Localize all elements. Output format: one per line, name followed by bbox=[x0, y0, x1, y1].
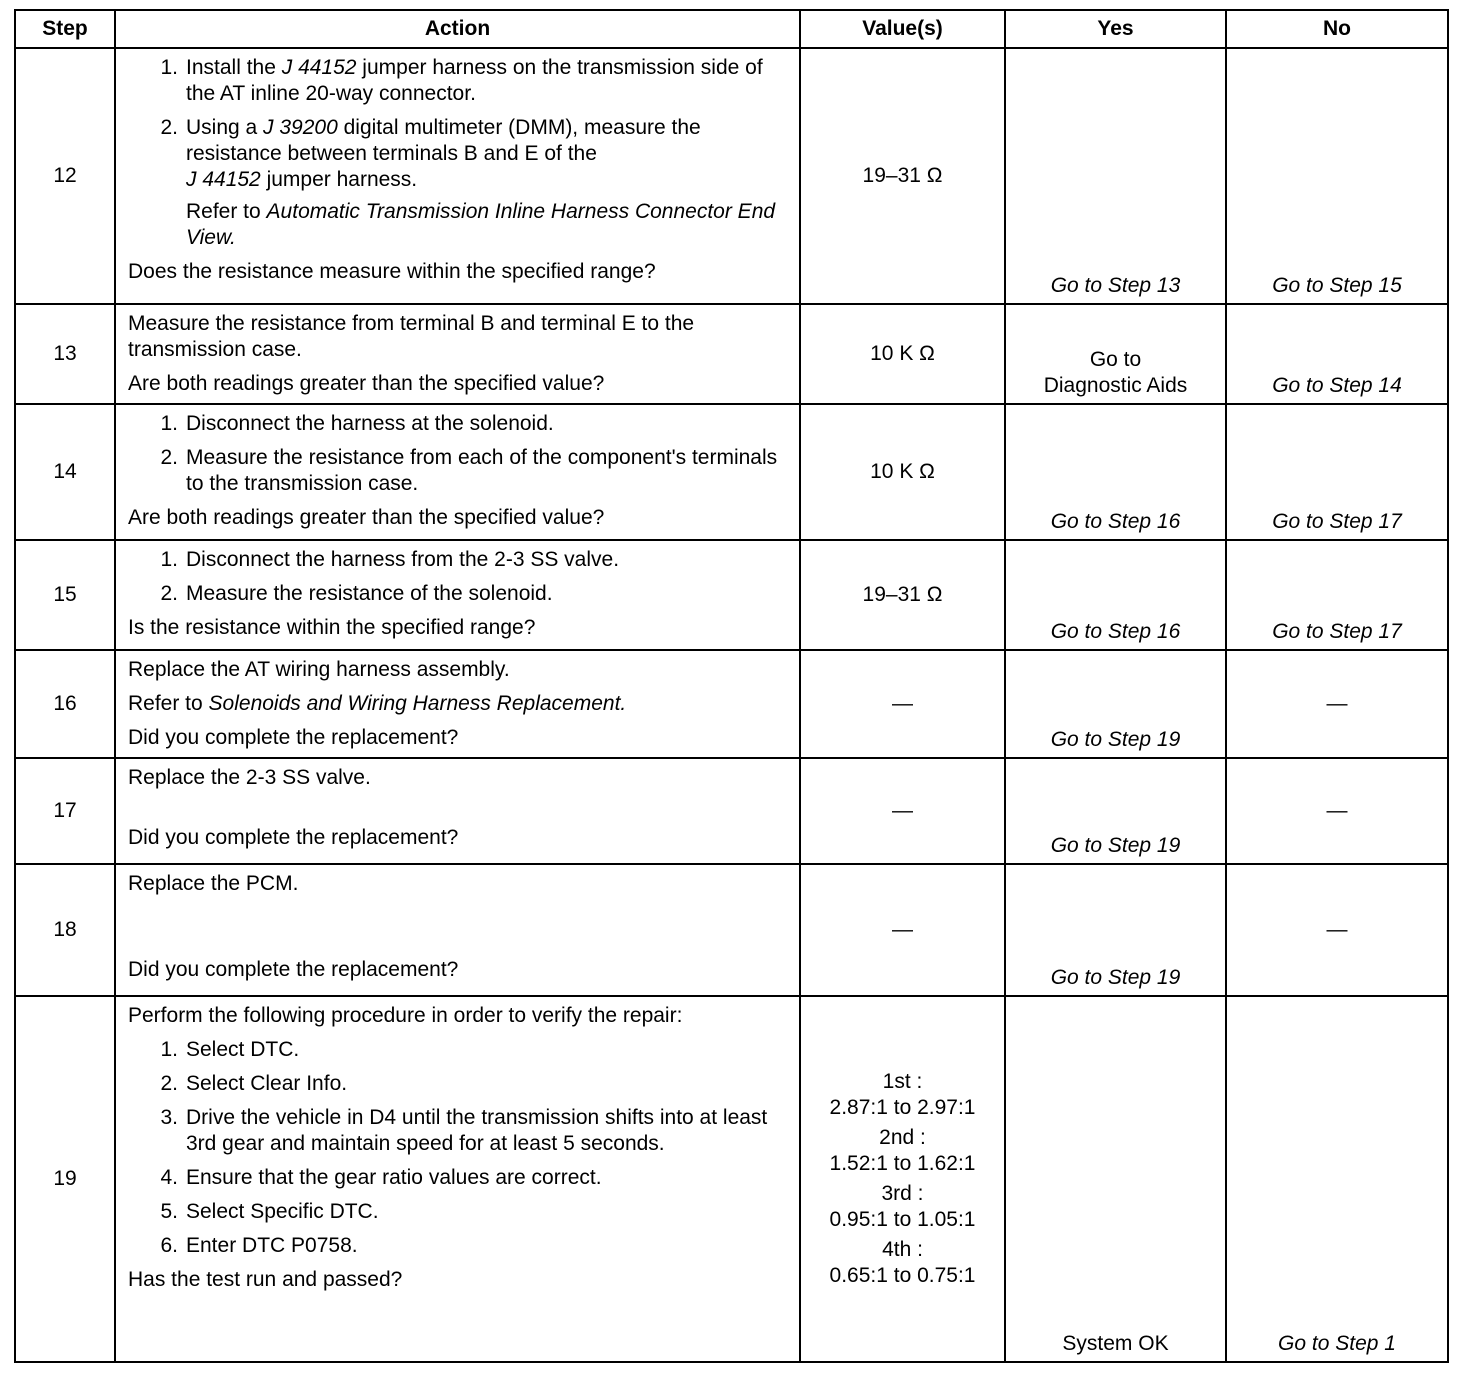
action-question: Is the resistance within the specified range? bbox=[128, 616, 536, 639]
yes-cell: Go to Step 19 bbox=[1005, 864, 1226, 996]
action-question: Did you complete the replacement? bbox=[128, 826, 459, 849]
step-number: 12 bbox=[15, 48, 115, 304]
action-item: 1. Disconnect the harness from the 2-3 SS valve. bbox=[160, 548, 620, 571]
refer-note: Refer to Automatic Transmission Inline Harness Connector End View. bbox=[186, 200, 776, 249]
value-cell bbox=[800, 996, 1005, 1362]
step-number: 19 bbox=[15, 996, 115, 1362]
action-text: Replace the 2-3 SS valve. bbox=[128, 766, 371, 789]
action-intro: Perform the following procedure in order to verify the repair: bbox=[128, 1004, 683, 1027]
step-number: 15 bbox=[15, 540, 115, 650]
header-yes: Yes bbox=[1005, 10, 1226, 48]
no-cell: Go to Step 15 bbox=[1226, 48, 1448, 304]
header-row bbox=[15, 10, 1448, 48]
step-number: 13 bbox=[15, 304, 115, 404]
action-question: Has the test run and passed? bbox=[128, 1268, 403, 1291]
value-cell: — bbox=[800, 864, 1005, 996]
yes-cell: Go to Step 19 bbox=[1005, 650, 1226, 758]
step-number: 14 bbox=[15, 404, 115, 540]
action-item: 5. Select Specific DTC. bbox=[160, 1200, 379, 1223]
action-cell bbox=[115, 996, 800, 1362]
table-row-step-17 bbox=[15, 758, 1448, 864]
action-cell bbox=[115, 650, 800, 758]
action-item: 2. Measure the resistance of the solenoid. bbox=[160, 582, 553, 605]
action-text: Replace the PCM. bbox=[128, 872, 299, 895]
no-cell: Go to Step 17 bbox=[1226, 404, 1448, 540]
table-row-step-14 bbox=[15, 404, 1448, 540]
yes-cell: Go to Step 16 bbox=[1005, 404, 1226, 540]
step-number: 16 bbox=[15, 650, 115, 758]
action-question: Are both readings greater than the specified value? bbox=[128, 506, 605, 529]
gear-ratio: 1.52:1 to 1.62:1 bbox=[829, 1152, 976, 1175]
action-cell bbox=[115, 540, 800, 650]
action-item: 3. Drive the vehicle in D4 until the transmission shifts into at least 3rd gear and maintain speed for at least 5 seconds. bbox=[160, 1106, 768, 1155]
diagnostic-table bbox=[14, 9, 1449, 1363]
header-values: Value(s) bbox=[800, 10, 1005, 48]
value-cell: 10 K Ω bbox=[800, 404, 1005, 540]
step-number: 18 bbox=[15, 864, 115, 996]
no-cell: — bbox=[1226, 864, 1448, 996]
value-cell: 19–31 Ω bbox=[800, 48, 1005, 304]
action-item: 1. Disconnect the harness at the solenoid. bbox=[160, 412, 554, 435]
value-cell: — bbox=[800, 758, 1005, 864]
action-item: 2. Measure the resistance from each of the component's terminals to the transmission case. bbox=[160, 446, 778, 495]
refer-note: Refer to Solenoids and Wiring Harness Replacement. bbox=[128, 692, 627, 715]
gear-label: 3rd : bbox=[881, 1182, 924, 1205]
action-cell bbox=[115, 404, 800, 540]
yes-cell: Go to Step 19 bbox=[1005, 758, 1226, 864]
table-row-step-13 bbox=[15, 304, 1448, 404]
no-cell: Go to Step 17 bbox=[1226, 540, 1448, 650]
action-cell bbox=[115, 304, 800, 404]
action-item: 6. Enter DTC P0758. bbox=[160, 1234, 358, 1257]
gear-label: 2nd : bbox=[879, 1126, 926, 1149]
action-question: Are both readings greater than the specified value? bbox=[128, 372, 605, 395]
action-text: Measure the resistance from terminal B and terminal E to the transmission case. bbox=[128, 312, 695, 361]
action-cell bbox=[115, 758, 800, 864]
action-item: 2. Select Clear Info. bbox=[160, 1072, 348, 1095]
action-item: 1. Install the J 44152 jumper harness on the transmission side of the AT inline 20-way connector. bbox=[160, 56, 763, 105]
header-action: Action bbox=[115, 10, 800, 48]
value-cell: 19–31 Ω bbox=[800, 540, 1005, 650]
table-row-step-19 bbox=[15, 996, 1448, 1362]
yes-cell: Go to Diagnostic Aids bbox=[1005, 304, 1226, 404]
table-row-step-16 bbox=[15, 650, 1448, 758]
header-no: No bbox=[1226, 10, 1448, 48]
gear-ratio: 2.87:1 to 2.97:1 bbox=[829, 1096, 976, 1119]
table-row-step-15 bbox=[15, 540, 1448, 650]
yes-cell: Go to Step 13 bbox=[1005, 48, 1226, 304]
yes-cell: System OK bbox=[1005, 996, 1226, 1362]
action-cell bbox=[115, 864, 800, 996]
gear-label: 1st : bbox=[882, 1070, 923, 1093]
action-text: Replace the AT wiring harness assembly. bbox=[128, 658, 510, 681]
no-cell: Go to Step 1 bbox=[1226, 996, 1448, 1362]
action-item: 1. Select DTC. bbox=[160, 1038, 300, 1061]
action-question: Did you complete the replacement? bbox=[128, 958, 459, 981]
no-cell: — bbox=[1226, 650, 1448, 758]
action-cell bbox=[115, 48, 800, 304]
value-cell: 10 K Ω bbox=[800, 304, 1005, 404]
table-row-step-12 bbox=[15, 48, 1448, 304]
no-cell: — bbox=[1226, 758, 1448, 864]
yes-cell: Go to Step 16 bbox=[1005, 540, 1226, 650]
action-question: Does the resistance measure within the specified range? bbox=[128, 260, 656, 283]
action-item: 2. Using a J 39200 digital multimeter (DMM), measure the resistance between terminals B and E of the J 44152 jumper harness. bbox=[160, 116, 701, 191]
step-number: 17 bbox=[15, 758, 115, 864]
gear-ratio: 0.95:1 to 1.05:1 bbox=[829, 1208, 976, 1231]
action-item: 4. Ensure that the gear ratio values are correct. bbox=[160, 1166, 602, 1189]
no-cell: Go to Step 14 bbox=[1226, 304, 1448, 404]
table-row-step-18 bbox=[15, 864, 1448, 996]
action-question: Did you complete the replacement? bbox=[128, 726, 459, 749]
value-cell: — bbox=[800, 650, 1005, 758]
header-step: Step bbox=[15, 10, 115, 48]
gear-ratio: 0.65:1 to 0.75:1 bbox=[829, 1264, 976, 1287]
gear-label: 4th : bbox=[882, 1238, 923, 1261]
